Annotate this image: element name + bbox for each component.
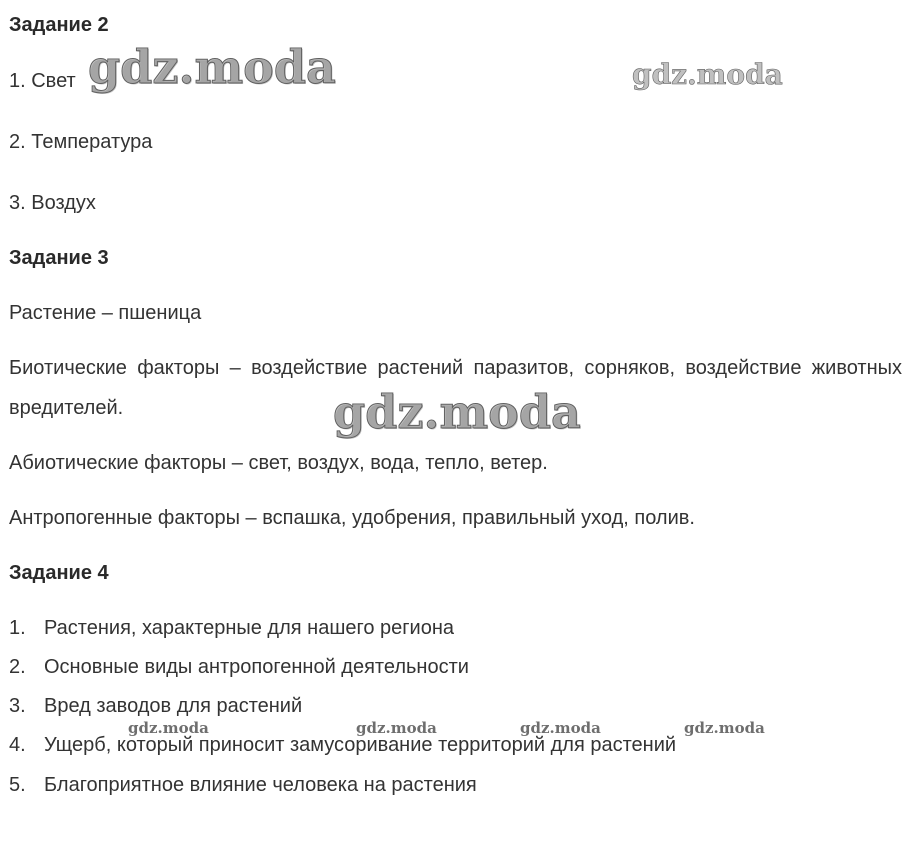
watermark-logo: gdz.moda [632,58,783,91]
task4-item-text: Благоприятное влияние человека на растения [44,774,477,796]
watermark-logo: gdz.moda [520,719,601,737]
task4-item-number: 1. [9,617,26,639]
task4-heading: Задание 4 [9,562,109,584]
task4-item [9,734,676,757]
watermark-logo: gdz.moda [333,385,581,439]
watermark-logo: gdz.moda [684,719,765,737]
task3-abiotic: Абиотические факторы – свет, воздух, вода, тепло, ветер. [9,452,548,474]
task3-plant: Растение – пшеница [9,302,202,324]
watermark-logo: gdz.moda [128,719,209,737]
task3-anthropogenic: Антропогенные факторы – вспашка, удобрения, правильный уход, полив. [9,507,695,529]
task4-item-number: 4. [9,734,26,756]
task3-biotic: Биотические факторы – воздействие растений паразитов, сорняков, воздействие животных вредителей. [9,357,902,419]
task2-item-3: 3. Воздух [9,192,96,214]
task4-item-number: 5. [9,774,26,796]
watermark-logo: gdz.moda [356,719,437,737]
task4-item [9,617,454,640]
task4-item [9,695,302,718]
task4-item [9,774,477,797]
task2-item-2: 2. Температура [9,131,153,153]
watermark-logo: gdz.moda [88,40,336,94]
task4-item-number: 3. [9,695,26,717]
task4-item-text: Растения, характерные для нашего региона [44,617,455,639]
task4-item [9,656,469,679]
task4-item-text: Основные виды антропогенной деятельности [44,656,469,678]
task2-heading: Задание 2 [9,14,109,36]
task4-item-text: Ущерб, который приносит замусоривание территорий для растений [44,734,677,756]
task4-item-text: Вред заводов для растений [44,695,303,717]
task2-item-1: 1. Свет [9,70,76,92]
task4-item-number: 2. [9,656,26,678]
task3-heading: Задание 3 [9,247,109,269]
